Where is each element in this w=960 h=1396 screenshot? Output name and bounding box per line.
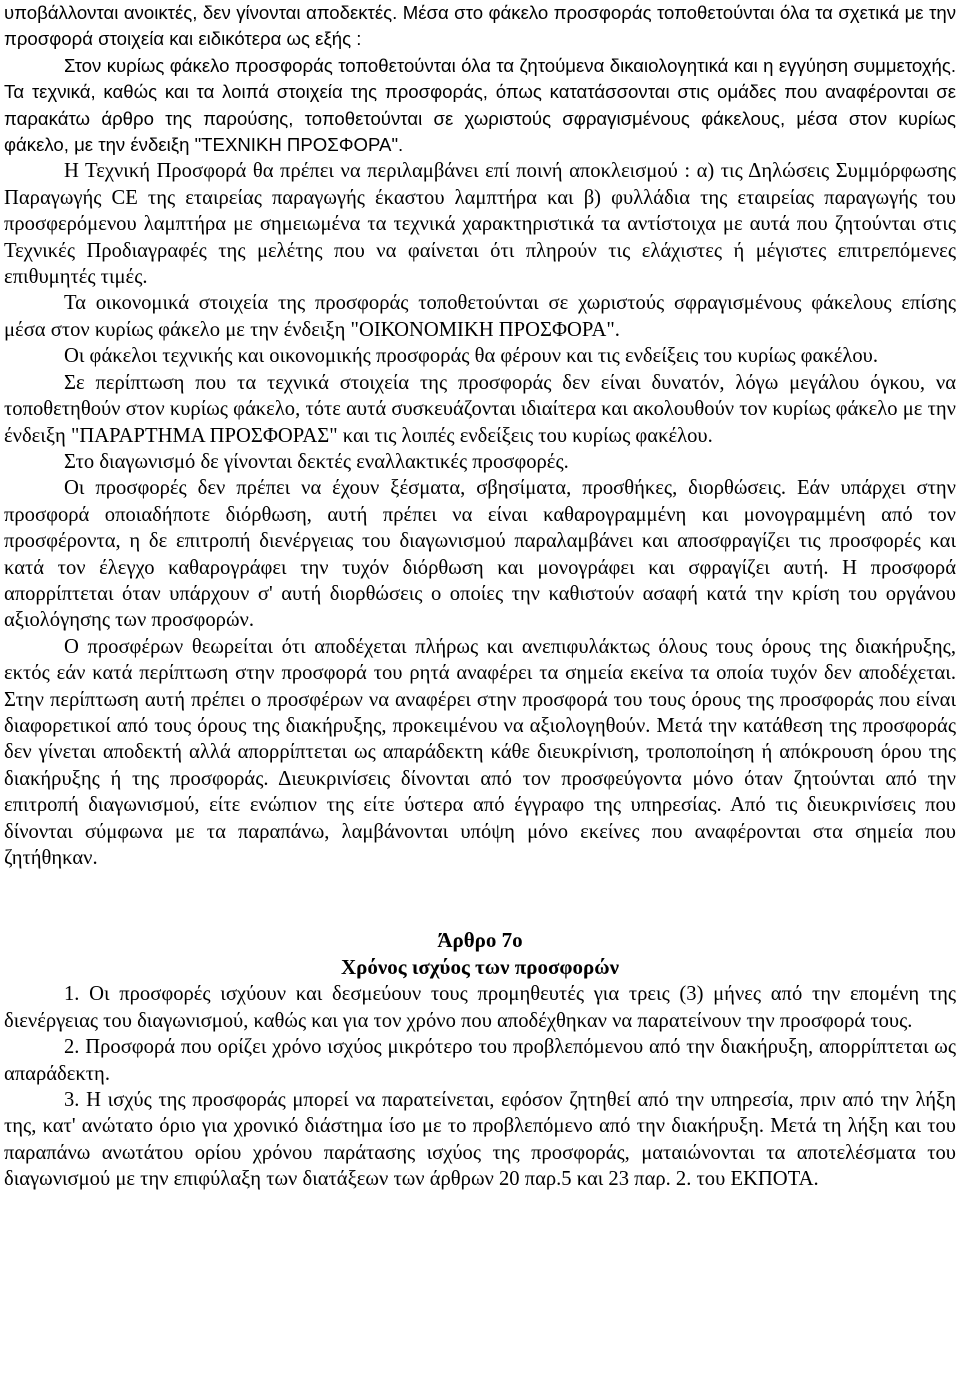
paragraph-envelope-labels: Οι φάκελοι τεχνικής και οικονομικής προσφοράς θα φέρουν και τις ενδείξεις του κυρίως φακέλου. [64, 345, 878, 368]
paragraph-technical-offer: Η Τεχνική Προσφορά θα πρέπει να περιλαμβάνει επί ποινή αποκλεισμού : α) τις Δηλώσεις Συμμόρφωσης Παραγωγής CE της εταιρείας παραγωγής έκαστου λαμπτήρα και β) φυλλάδια της εταιρείας παραγωγής του προσφερόμενου λαμπτήρα με σημειωμένα τα τεχνικά χαρακτηριστικά τα αντίστοιχα με αυτά που ζητούνται στις Τεχνικές Προδιαγραφές της μελέτης που να φαίνεται ότι πληρούν τις ελάχιστες ή μέγιστες επιτρεπόμενες επιθυμητές τιμές. [4, 160, 956, 289]
paragraph-no-alternatives: Στο διαγωνισμό δε γίνονται δεκτές εναλλακτικές προσφορές. [64, 450, 569, 473]
article-item-1: 1. Οι προσφορές ισχύουν και δεσμεύουν τους προμηθευτές για τρεις (3) μήνες από την επομένη της διενέργειας του διαγωνισμού, καθώς και για τον χρόνο που αποδέχθηκαν να παρατείνουν την προσφορά τους. [4, 983, 956, 1032]
article-item-3: 3. Η ισχύς της προσφοράς μπορεί να παρατείνεται, εφόσον ζητηθεί από την υπηρεσία, πριν από την λήξη της, κατ' ανώτατο όριο για χρονικό διάστημα ίσο με το προβλεπόμενο από την διακήρυξη. Μετά τη λήξη και του παραπάνω ανωτάτου ορίου χρόνου παράτασης ισχύος της προσφοράς, ματαιώνονται τα αποτελέσματα του διαγωνισμού με την επιφύλαξη των διατάξεων των άρθρων 20 παρ.5 και 23 παρ. 2. του ΕΚΠΟΤΑ. [4, 1089, 956, 1191]
section-spacer [4, 871, 956, 927]
paragraph-acceptance-of-terms: Ο προσφέρων θεωρείται ότι αποδέχεται πλήρως και ανεπιφυλάκτως όλους τους όρους της διακήρυξης, εκτός εάν κατά περίπτωση στην προσφορά του ρητά αναφέρει τα σημεία εκείνα τα οποία τυχόν δεν αποδέχεται. Στην περίπτωση αυτή πρέπει ο προσφέρων να αναφέρει στην προσφορά του τους όρους της προσφοράς που είναι διαφορετικοί από τους όρους της διακήρυξης, προκειμένου να αξιολογηθούν. Μετά την κατάθεση της προσφοράς δεν γίνεται αποδεκτή αλλά απορρίπτεται ως απαράδεκτη κάθε διευκρίνιση, τροποποίηση ή απόκρουση όρου της διακήρυξης ή της προσφοράς. Διευκρινίσεις δίνονται από τον προσφεύγοντα μόνο όταν ζητούνται από την επιτροπή διαγωνισμού, είτε ενώπιον της είτε ύστερα από έγγραφο της υπηρεσίας. Από τις διευκρινίσεις που δίνονται σύμφωνα με τα παραπάνω, λαμβάνονται υπόψη μόνο εκείνες που αναφέρονται στα σημεία που ζητήθηκαν. [4, 635, 956, 869]
paragraph-main-envelope: Στον κυρίως φάκελο προσφοράς τοποθετούνται όλα τα ζητούμενα δικαιολογητικά και η εγγύηση συμμετοχής. Τα τεχνικά, καθώς και τα λοιπά στοιχεία της προσφοράς, όπως κατατάσσονται στις ομάδες που αναφέρονται σε παρακάτω άρθρο της παρούσης, τοποθετούνται σε χωριστούς σφραγισμένους φάκελους, μέσα στον κυρίως φάκελο, με την ένδειξη "ΤΕΧΝΙΚΗ ΠΡΟΣΦΟΡΑ". [4, 54, 956, 156]
paragraph-offer-annex: Σε περίπτωση που τα τεχνικά στοιχεία της προσφοράς δεν είναι δυνατόν, λόγω μεγάλου όγκου, να τοποθετηθούν στον κυρίως φάκελο, τότε αυτά συσκευάζονται ιδιαίτερα και ακολουθούν τον κυρίως φάκελο με την ένδειξη "ΠΑΡΑΡΤΗΜΑ ΠΡΟΣΦΟΡΑΣ" και τις λοιπές ενδείξεις του κυρίως φακέλου. [4, 371, 956, 447]
article-item-2: 2. Προσφορά που ορίζει χρόνο ισχύος μικρότερο του προβλεπόμενου από την διακήρυξη, απορρίπτεται ως απαράδεκτη. [4, 1036, 956, 1085]
article-number: Άρθρο 7ο [437, 928, 523, 953]
paragraph-corrections: Οι προσφορές δεν πρέπει να έχουν ξέσματα, σβησίματα, προσθήκες, διορθώσεις. Εάν υπάρχει στην προσφορά οποιαδήποτε διόρθωση, αυτή πρέπει να είναι καθαρογραμμένη και μονογραμμένη από τον προσφέροντα, η δε επιτροπή διενέργειας του διαγωνισμού παραλαμβάνει και αποσφραγίζει τις προσφορές και κατά τον έλεγχο καθαρογράφει την τυχόν διόρθωση και μονογράφει και σφραγίζει αυτή. Η προσφορά απορρίπτεται όταν υπάρχουν σ' αυτή διορθώσεις ο οποίες την καθιστούν ασαφή κατά την κρίση του οργάνου αξιολόγησης των προσφορών. [4, 477, 956, 632]
article-title: Χρόνος ισχύος των προσφορών [341, 955, 619, 980]
paragraph-financial-offer: Τα οικονομικά στοιχεία της προσφοράς τοποθετούνται σε χωριστούς σφραγισμένους φάκελους επίσης μέσα στον κυρίως φάκελο με την ένδειξη "ΟΙΚΟΝΟΜΙΚΗ ΠΡΟΣΦΟΡΑ". [4, 292, 956, 341]
document-page [4, 0, 956, 1193]
paragraph-envelope-intro: υποβάλλονται ανοικτές, δεν γίνονται αποδεκτές. Μέσα στο φάκελο προσφοράς τοποθετούνται όλα τα σχετικά με την προσφορά στοιχεία και ειδικότερα ως εξής : [4, 2, 956, 50]
